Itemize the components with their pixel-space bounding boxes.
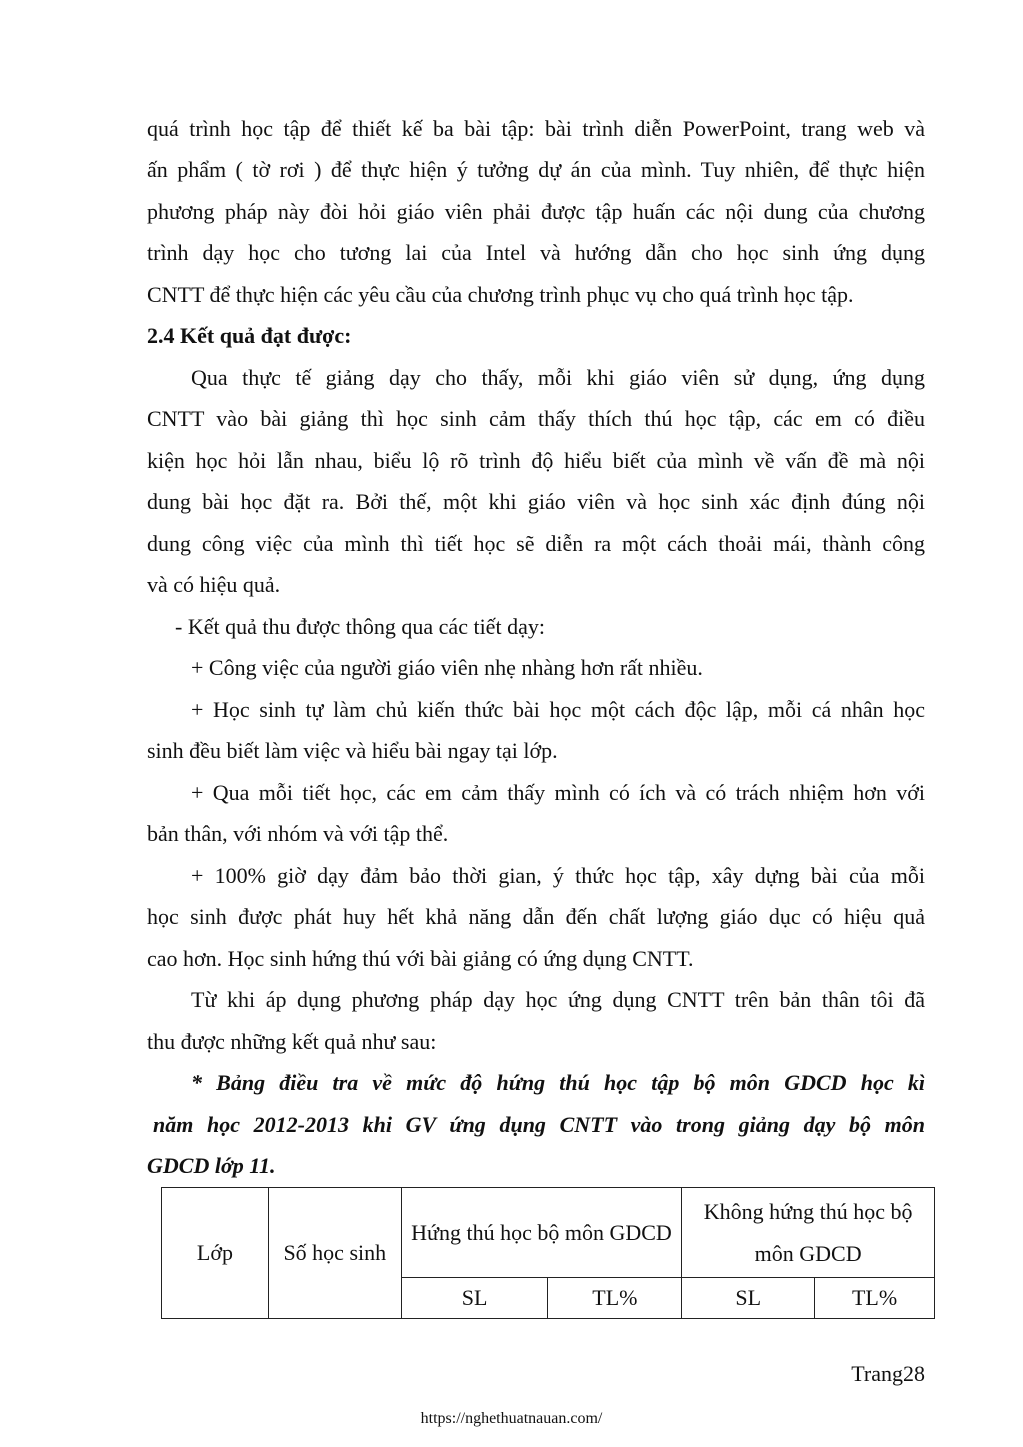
bullet-2-line-2: sinh đều biết làm việc và hiểu bài ngay tại lớp.: [147, 738, 558, 763]
intro-line-2: ấn phẩm ( tờ rơi ) để thực hiện ý tưởng dự án của mình. Tuy nhiên, để thực hiện: [147, 157, 925, 182]
section-heading: 2.4 Kết quả đạt được:: [147, 323, 352, 348]
subheader-sl-interested: SL: [401, 1278, 548, 1319]
bullet-4-line-1: + 100% giờ dạy đảm bảo thời gian, ý thức học tập, xây dựng bài của mỗi: [191, 863, 925, 888]
apply-line-2: thu được những kết quả như sau:: [147, 1029, 437, 1054]
subheader-sl-not-interested: SL: [682, 1278, 815, 1319]
bullet-4-line-3: cao hơn. Học sinh hứng thú với bài giảng có ứng dụng CNTT.: [147, 946, 694, 971]
results-line-4: dung bài học đặt ra. Bởi thế, một khi giáo viên và học sinh xác định đúng nội: [147, 489, 925, 514]
table-caption-line-3: GDCD lớp 11.: [147, 1153, 276, 1178]
header-students: Số học sinh: [268, 1188, 401, 1319]
results-line-5: dung công việc của mình thì tiết học sẽ diễn ra một cách thoải mái, thành công: [147, 531, 925, 556]
bullet-4-line-2: học sinh được phát huy hết khả năng dẫn đến chất lượng giáo dục có hiệu quả: [147, 904, 925, 929]
bullet-3-line-1: + Qua mỗi tiết học, các em cảm thấy mình có ích và có trách nhiệm hơn với: [191, 780, 925, 805]
results-intro: - Kết quả thu được thông qua các tiết dạy:: [175, 614, 545, 639]
intro-line-4: trình dạy học cho tương lai của Intel và hướng dẫn cho học sinh ứng dụng: [147, 240, 925, 265]
survey-table: [161, 1187, 935, 1319]
page-number: Trang28: [851, 1361, 925, 1386]
footer-url[interactable]: https://nghethuatnauan.com/: [420, 1410, 603, 1427]
bullet-3-line-2: bản thân, với nhóm và với tập thể.: [147, 821, 449, 846]
table-caption-line-1: * Bảng điều tra về mức độ hứng thú học tập bộ môn GDCD học kì: [191, 1070, 925, 1095]
intro-line-3: phương pháp này đòi hỏi giáo viên phải được tập huấn các nội dung của chương: [147, 199, 925, 224]
bullet-2-line-1: + Học sinh tự làm chủ kiến thức bài học một cách độc lập, mỗi cá nhân học: [191, 697, 925, 722]
table-caption-line-2: năm học 2012-2013 khi GV ứng dụng CNTT vào trong giảng dạy bộ môn: [153, 1112, 925, 1137]
header-not-interested: Không hứng thú học bộ môn GDCD: [682, 1188, 935, 1278]
apply-line-1: Từ khi áp dụng phương pháp dạy học ứng dụng CNTT trên bản thân tôi đã: [191, 987, 925, 1012]
header-class: Lớp: [162, 1188, 269, 1319]
results-line-6: và có hiệu quả.: [147, 572, 281, 597]
bullet-1: + Công việc của người giáo viên nhẹ nhàng hơn rất nhiều.: [191, 655, 703, 680]
results-line-1: Qua thực tế giảng dạy cho thấy, mỗi khi giáo viên sử dụng, ứng dụng: [191, 365, 925, 390]
header-interested: Hứng thú học bộ môn GDCD: [401, 1188, 682, 1278]
results-line-3: kiện học hỏi lẫn nhau, biểu lộ rõ trình độ hiểu biết của mình về vấn đề mà nội: [147, 448, 925, 473]
intro-line-5: CNTT để thực hiện các yêu cầu của chương trình phục vụ cho quá trình học tập.: [147, 282, 854, 307]
subheader-tl-not-interested: TL%: [815, 1278, 935, 1319]
results-line-2: CNTT vào bài giảng thì học sinh cảm thấy thích thú học tập, các em có điều: [147, 406, 925, 431]
subheader-tl-interested: TL%: [548, 1278, 682, 1319]
intro-line-1: quá trình học tập để thiết kế ba bài tập: bài trình diễn PowerPoint, trang web và: [147, 116, 925, 141]
